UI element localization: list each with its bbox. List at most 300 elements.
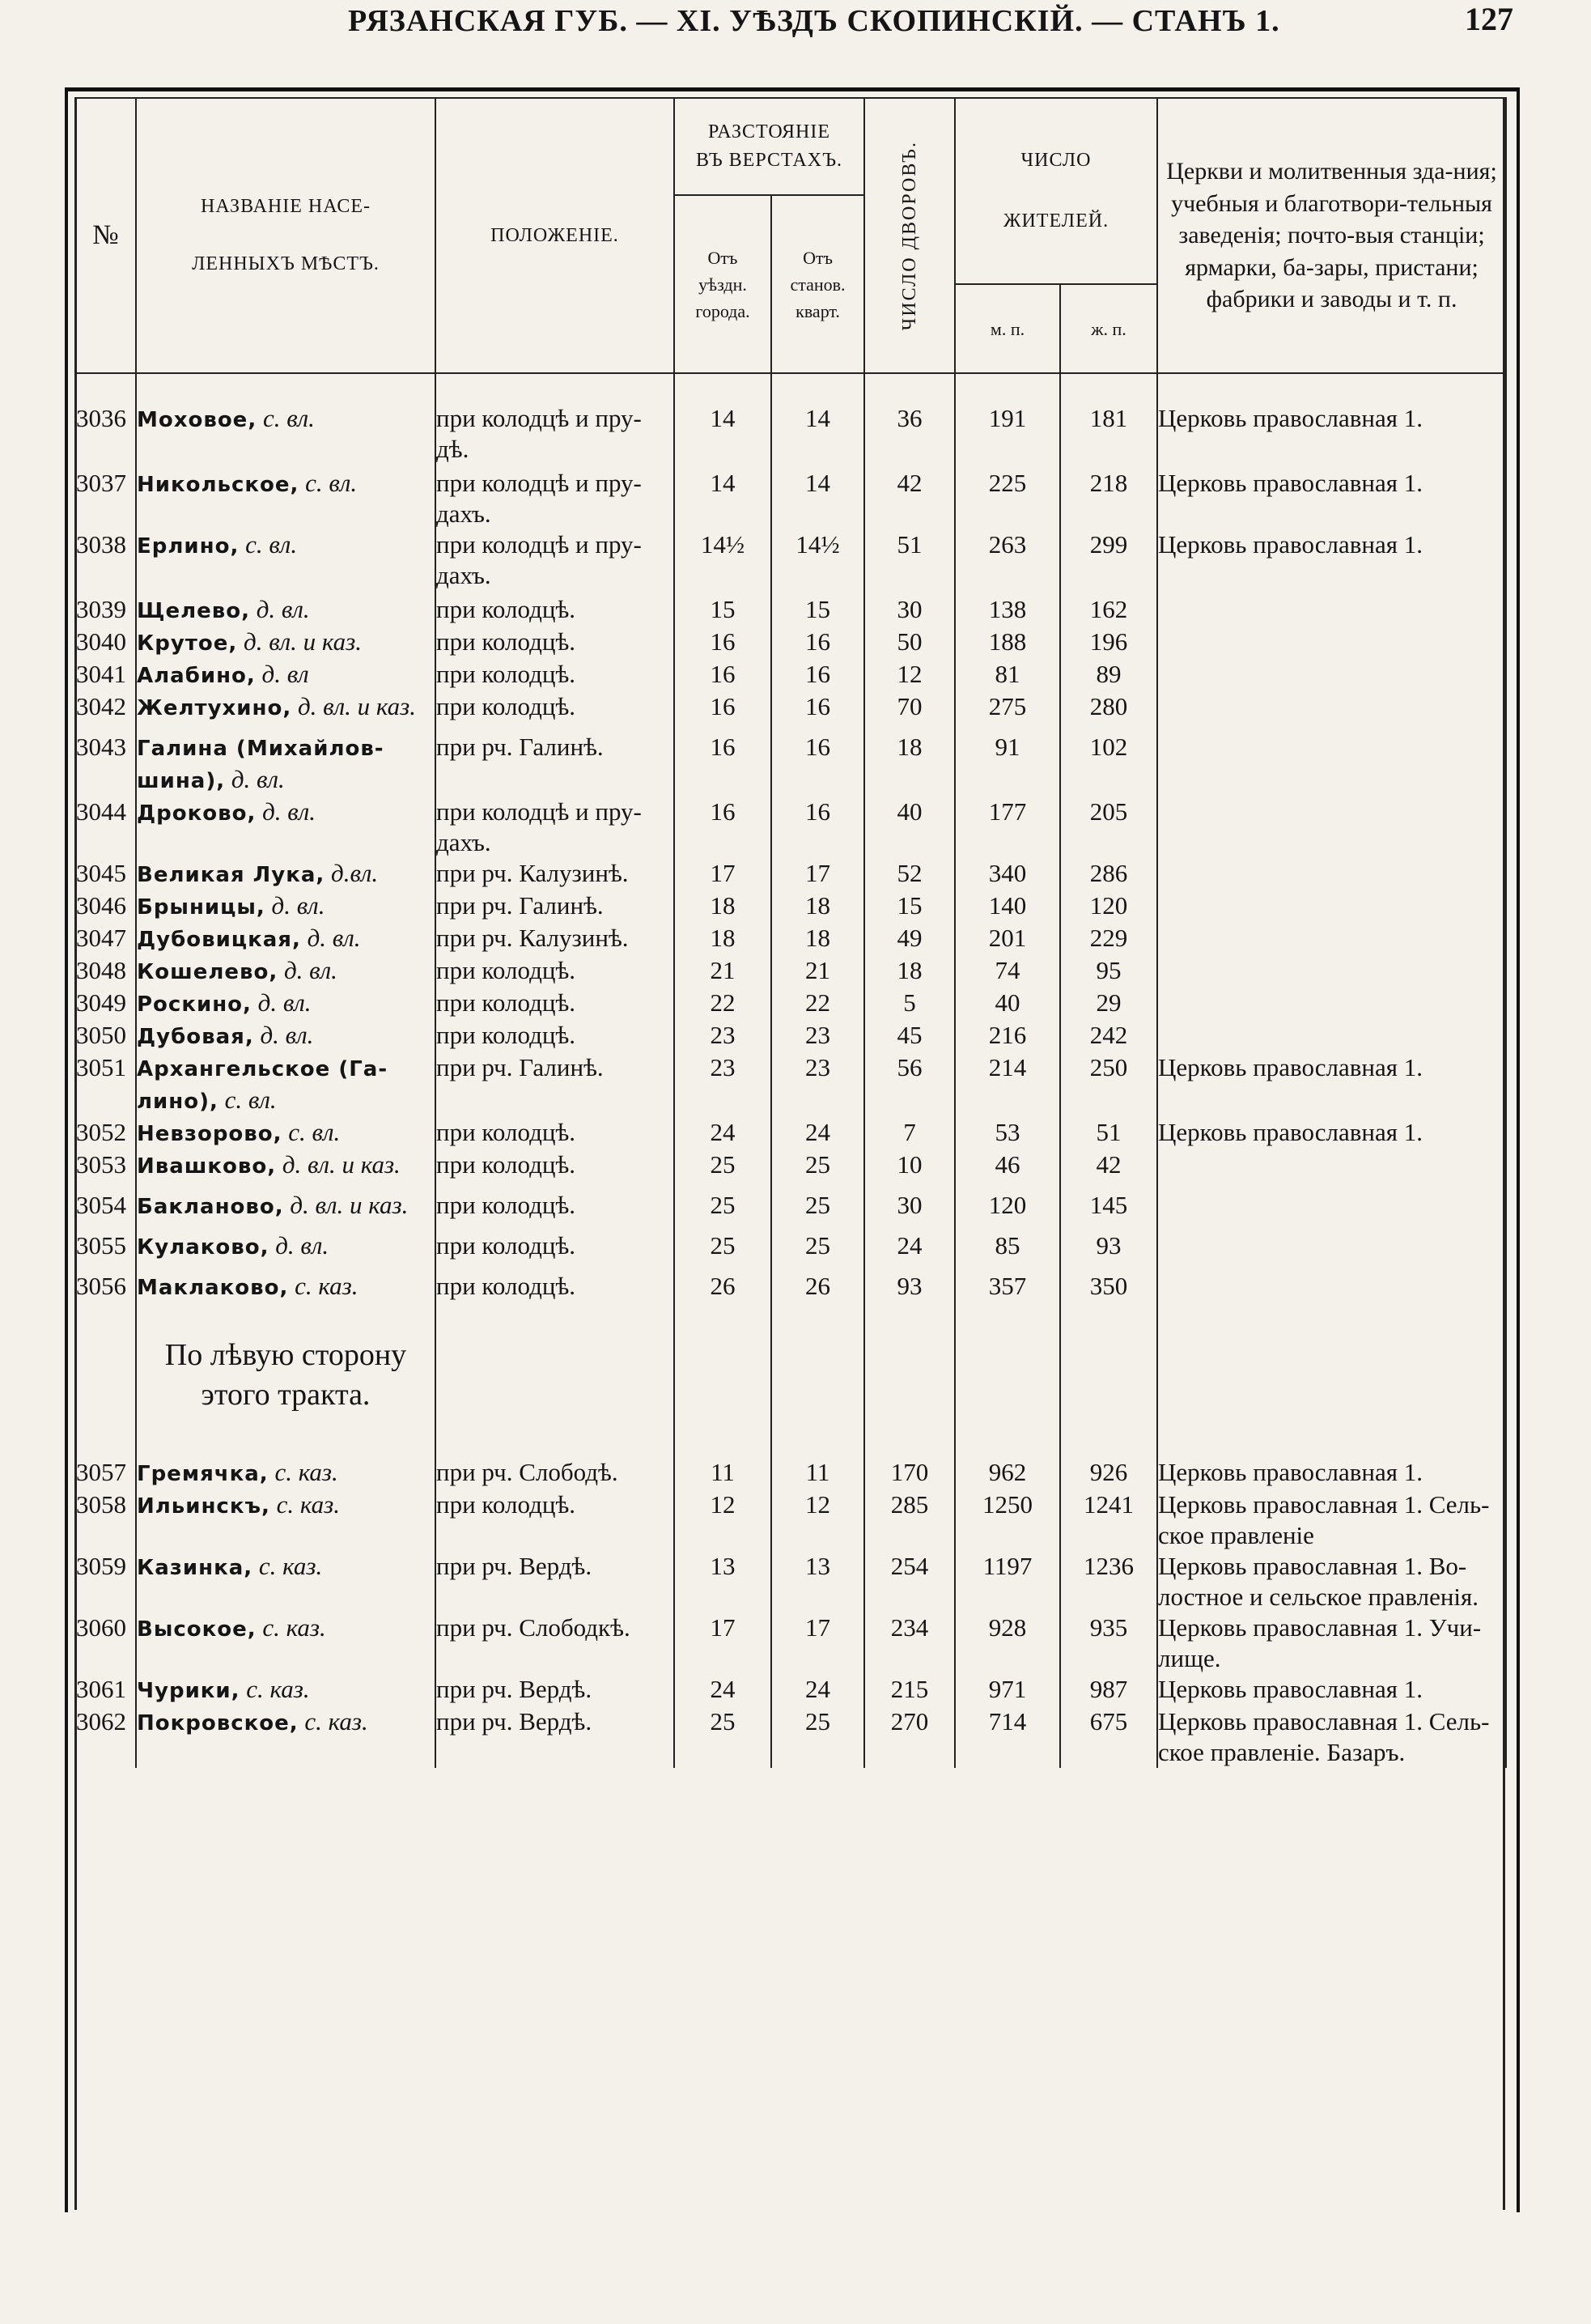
settlement-number: 3057 — [75, 1457, 136, 1489]
distance-from-town: 16 — [674, 659, 771, 691]
settlement-number: 3042 — [75, 691, 136, 732]
male-count: 201 — [955, 923, 1060, 955]
churches-note: Церковь православная 1. — [1157, 1052, 1506, 1117]
churches-note — [1157, 1020, 1506, 1052]
households-count: 270 — [864, 1706, 955, 1768]
distance-from-town: 16 — [674, 627, 771, 659]
col-position-header: ПОЛОЖЕНІЕ. — [435, 98, 674, 373]
settlement-number: 3050 — [75, 1020, 136, 1052]
female-count: 42 — [1060, 1149, 1157, 1190]
settlement-type: с. каз. — [304, 1707, 368, 1736]
distance-from-station: 17 — [771, 1612, 864, 1674]
empty-cell — [771, 1328, 864, 1457]
settlement-position: при рч. Галинѣ. — [435, 732, 674, 797]
col-from-town-header: Отъ уѣздн. города. — [674, 195, 771, 373]
settlement-name — [136, 1457, 435, 1489]
table-row — [75, 594, 1506, 627]
settlement-name — [136, 1489, 435, 1551]
male-count: 340 — [955, 858, 1060, 890]
table-header — [75, 98, 1506, 373]
distance-from-station: 14½ — [771, 529, 864, 594]
churches-note — [1157, 797, 1506, 858]
settlement-type: д. вл. — [260, 1021, 314, 1049]
table-row — [75, 1117, 1506, 1149]
settlement-position: при колодцѣ. — [435, 1117, 674, 1149]
churches-note: Церковь православная 1. Учи-лище. — [1157, 1612, 1506, 1674]
churches-note: Церковь православная 1. — [1157, 529, 1506, 594]
settlement-name — [136, 1149, 435, 1190]
female-count: 218 — [1060, 468, 1157, 529]
households-count: 285 — [864, 1489, 955, 1551]
male-count: 275 — [955, 691, 1060, 732]
settlement-name — [136, 1271, 435, 1328]
churches-note — [1157, 1149, 1506, 1190]
distance-from-station: 21 — [771, 955, 864, 988]
settlement-type: с. вл. — [245, 530, 298, 559]
empty-cell — [674, 1328, 771, 1457]
table-row — [75, 988, 1506, 1020]
settlement-type: д. вл. — [307, 924, 361, 952]
empty-cell — [1157, 1328, 1506, 1457]
settlement-name-text: Высокое, — [137, 1617, 257, 1642]
distance-from-town: 25 — [674, 1230, 771, 1271]
table-row — [75, 1457, 1506, 1489]
settlement-name — [136, 1020, 435, 1052]
settlement-type: с. вл. — [305, 469, 358, 497]
settlement-name — [136, 691, 435, 732]
distance-from-station: 23 — [771, 1052, 864, 1117]
settlement-name — [136, 797, 435, 858]
distance-from-town: 16 — [674, 732, 771, 797]
settlement-name — [136, 955, 435, 988]
settlement-type: с. каз. — [258, 1552, 323, 1580]
distance-from-town: 22 — [674, 988, 771, 1020]
table-row — [75, 890, 1506, 923]
distance-from-town: 26 — [674, 1271, 771, 1328]
settlement-name-text: Гремячка, — [137, 1462, 269, 1486]
households-count: 56 — [864, 1052, 955, 1117]
settlement-name-text: Невзорово, — [137, 1122, 282, 1146]
table-row — [75, 1706, 1506, 1768]
churches-note — [1157, 594, 1506, 627]
settlement-position: при рч. Вердѣ. — [435, 1551, 674, 1612]
households-count: 234 — [864, 1612, 955, 1674]
settlement-number: 3054 — [75, 1190, 136, 1230]
churches-note: Церковь православная 1. Сель-ское правленіе. Базаръ. — [1157, 1706, 1506, 1768]
settlement-number: 3052 — [75, 1117, 136, 1149]
female-count: 350 — [1060, 1271, 1157, 1328]
male-count: 120 — [955, 1190, 1060, 1230]
households-count: 170 — [864, 1457, 955, 1489]
settlement-type: д. вл — [261, 660, 309, 688]
settlement-type: д. вл. — [231, 765, 285, 793]
settlement-position: при колодцѣ. — [435, 1149, 674, 1190]
empty-cell — [1060, 1328, 1157, 1457]
col-households-header: ЧИСЛО ДВОРОВЪ. — [864, 98, 955, 373]
female-count: 987 — [1060, 1674, 1157, 1706]
female-count: 1236 — [1060, 1551, 1157, 1612]
households-count: 24 — [864, 1230, 955, 1271]
distance-from-town: 21 — [674, 955, 771, 988]
distance-from-station: 25 — [771, 1190, 864, 1230]
male-count: 714 — [955, 1706, 1060, 1768]
page-header — [0, 0, 1591, 74]
female-count: 229 — [1060, 923, 1157, 955]
male-count: 40 — [955, 988, 1060, 1020]
settlement-number: 3043 — [75, 732, 136, 797]
male-count: 263 — [955, 529, 1060, 594]
households-count: 15 — [864, 890, 955, 923]
page-number: 127 — [1465, 1, 1513, 37]
households-count: 30 — [864, 594, 955, 627]
col-from-station-header: Отъ станов. кварт. — [771, 195, 864, 373]
households-count: 30 — [864, 1190, 955, 1230]
settlement-name-text: Ильинскъ, — [137, 1494, 270, 1519]
female-count: 120 — [1060, 890, 1157, 923]
male-count: 91 — [955, 732, 1060, 797]
female-count: 205 — [1060, 797, 1157, 858]
settlement-position: при рч. Калузинѣ. — [435, 858, 674, 890]
table-row — [75, 403, 1506, 468]
male-count: 81 — [955, 659, 1060, 691]
settlement-position: при колодцѣ. — [435, 1190, 674, 1230]
settlement-name — [136, 627, 435, 659]
distance-from-station: 18 — [771, 890, 864, 923]
settlement-name-text: Галина (Михайлов-шина), — [137, 737, 384, 793]
distance-from-station: 18 — [771, 923, 864, 955]
empty-cell — [955, 1328, 1060, 1457]
female-count: 935 — [1060, 1612, 1157, 1674]
settlement-type: д. вл. — [271, 891, 325, 920]
settlement-type: д. вл. и каз. — [297, 692, 416, 720]
settlement-type: д. вл. — [262, 797, 316, 826]
distance-from-station: 16 — [771, 627, 864, 659]
settlement-type: д. вл. и каз. — [244, 627, 362, 656]
settlement-type: д.вл. — [331, 859, 379, 887]
settlement-name — [136, 659, 435, 691]
settlement-name — [136, 1612, 435, 1674]
section-heading-text: По лѣвую сторону этого тракта. — [164, 1338, 407, 1413]
settlement-position: при колодцѣ. — [435, 1230, 674, 1271]
settlement-name-text: Роскино, — [137, 992, 252, 1017]
settlement-number: 3051 — [75, 1052, 136, 1117]
distance-from-town: 11 — [674, 1457, 771, 1489]
churches-note: Церковь православная 1. — [1157, 403, 1506, 468]
distance-from-town: 17 — [674, 858, 771, 890]
settlement-name-text: Бакланово, — [137, 1195, 284, 1219]
table-row — [75, 1190, 1506, 1230]
distance-from-town: 25 — [674, 1149, 771, 1190]
female-count: 102 — [1060, 732, 1157, 797]
settlement-position: при колодцѣ и пру-дахъ. — [435, 797, 674, 858]
distance-from-station: 25 — [771, 1706, 864, 1768]
col-distance-header: РАЗСТОЯНІЕ ВЪ ВЕРСТАХЪ. — [674, 98, 864, 195]
churches-note — [1157, 1271, 1506, 1328]
female-count: 926 — [1060, 1457, 1157, 1489]
settlement-position: при колодцѣ и пру-дахъ. — [435, 468, 674, 529]
male-count: 74 — [955, 955, 1060, 988]
distance-from-town: 24 — [674, 1117, 771, 1149]
col-inhabitants-header: ЧИСЛО ЖИТЕЛЕЙ. — [955, 98, 1157, 284]
settlement-number: 3039 — [75, 594, 136, 627]
settlement-name-text: Дроково, — [137, 801, 257, 826]
churches-note — [1157, 1190, 1506, 1230]
settlement-position: при рч. Вердѣ. — [435, 1706, 674, 1768]
table-row — [75, 691, 1506, 732]
households-count: 42 — [864, 468, 955, 529]
female-count: 675 — [1060, 1706, 1157, 1768]
distance-from-town: 14 — [674, 468, 771, 529]
settlement-name-text: Желтухино, — [137, 696, 292, 720]
table-row — [75, 955, 1506, 988]
distance-from-station: 26 — [771, 1271, 864, 1328]
female-count: 29 — [1060, 988, 1157, 1020]
table-row — [75, 659, 1506, 691]
churches-note — [1157, 988, 1506, 1020]
distance-from-town: 24 — [674, 1674, 771, 1706]
settlement-number: 3053 — [75, 1149, 136, 1190]
settlement-name-text: Архангельское (Га-лино), — [137, 1057, 388, 1114]
settlements-table — [74, 97, 1507, 1768]
col-number-header: № — [75, 98, 136, 373]
settlement-position: при колодцѣ и пру-дахъ. — [435, 529, 674, 594]
distance-from-town: 18 — [674, 923, 771, 955]
households-count: 49 — [864, 923, 955, 955]
settlement-number: 3046 — [75, 890, 136, 923]
settlement-name-text: Никольское, — [137, 473, 299, 497]
churches-note: Церковь православная 1. — [1157, 468, 1506, 529]
section-heading-row — [75, 1328, 1506, 1457]
settlement-number: 3062 — [75, 1706, 136, 1768]
distance-from-station: 11 — [771, 1457, 864, 1489]
table-row — [75, 1612, 1506, 1674]
distance-from-station: 25 — [771, 1230, 864, 1271]
settlement-name-text: Моховое, — [137, 408, 257, 432]
churches-note: Церковь православная 1. — [1157, 1674, 1506, 1706]
settlement-type: с. вл. — [288, 1118, 341, 1146]
settlement-name — [136, 988, 435, 1020]
churches-note: Церковь православная 1. Сель-ское правленіе — [1157, 1489, 1506, 1551]
settlement-name — [136, 594, 435, 627]
settlement-name — [136, 1117, 435, 1149]
male-count: 214 — [955, 1052, 1060, 1117]
distance-from-station: 22 — [771, 988, 864, 1020]
settlement-position: при колодцѣ. — [435, 594, 674, 627]
settlement-name-text: Ивашково, — [137, 1154, 277, 1179]
male-count: 928 — [955, 1612, 1060, 1674]
settlement-position: при колодцѣ. — [435, 659, 674, 691]
distance-from-station: 14 — [771, 468, 864, 529]
header-spacer — [75, 373, 1506, 403]
households-count: 18 — [864, 732, 955, 797]
table-row — [75, 923, 1506, 955]
female-count: 51 — [1060, 1117, 1157, 1149]
male-count: 1250 — [955, 1489, 1060, 1551]
table-row — [75, 468, 1506, 529]
churches-note — [1157, 691, 1506, 732]
table-row — [75, 1674, 1506, 1706]
settlement-name-text: Крутое, — [137, 631, 238, 656]
female-count: 93 — [1060, 1230, 1157, 1271]
male-count: 177 — [955, 797, 1060, 858]
settlement-type: с. каз. — [274, 1458, 338, 1486]
table-row — [75, 1052, 1506, 1117]
distance-from-station: 16 — [771, 691, 864, 732]
settlement-type: д. вл. — [283, 956, 337, 984]
section-heading — [136, 1328, 435, 1457]
table-row — [75, 1271, 1506, 1328]
distance-from-station: 25 — [771, 1149, 864, 1190]
households-count: 5 — [864, 988, 955, 1020]
table-body — [75, 373, 1506, 1768]
distance-from-station: 24 — [771, 1674, 864, 1706]
distance-from-town: 13 — [674, 1551, 771, 1612]
page-title: РЯЗАНСКАЯ ГУБ. — XI. УѢЗДЪ СКОПИНСКІЙ. — СТАНЪ 1. — [348, 4, 1280, 38]
settlement-name-text: Щелево, — [137, 599, 250, 623]
settlement-number: 3061 — [75, 1674, 136, 1706]
table-row — [75, 529, 1506, 594]
distance-from-town: 23 — [674, 1020, 771, 1052]
settlement-number: 3040 — [75, 627, 136, 659]
settlement-type: д. вл. — [257, 988, 312, 1017]
female-count: 1241 — [1060, 1489, 1157, 1551]
distance-from-station: 13 — [771, 1551, 864, 1612]
distance-from-station: 12 — [771, 1489, 864, 1551]
table-row — [75, 797, 1506, 858]
settlement-position: при рч. Калузинѣ. — [435, 923, 674, 955]
male-count: 225 — [955, 468, 1060, 529]
settlement-name — [136, 858, 435, 890]
settlement-number: 3060 — [75, 1612, 136, 1674]
churches-note — [1157, 923, 1506, 955]
male-count: 1197 — [955, 1551, 1060, 1612]
settlement-name-text: Кулаково, — [137, 1235, 269, 1260]
settlement-position: при рч. Слободѣ. — [435, 1457, 674, 1489]
settlement-name-text: Ерлино, — [137, 534, 240, 559]
male-count: 357 — [955, 1271, 1060, 1328]
settlement-number: 3049 — [75, 988, 136, 1020]
settlement-type: д. вл. — [275, 1231, 329, 1260]
households-count: 52 — [864, 858, 955, 890]
settlement-type: д. вл. и каз. — [282, 1150, 401, 1179]
households-count: 40 — [864, 797, 955, 858]
settlement-number: 3058 — [75, 1489, 136, 1551]
male-count: 216 — [955, 1020, 1060, 1052]
table-row — [75, 1149, 1506, 1190]
households-count: 45 — [864, 1020, 955, 1052]
settlement-position: при рч. Слободкѣ. — [435, 1612, 674, 1674]
settlement-name-text: Маклаково, — [137, 1276, 289, 1300]
settlement-name — [136, 468, 435, 529]
settlement-position: при рч. Галинѣ. — [435, 1052, 674, 1117]
settlement-name — [136, 529, 435, 594]
settlement-name — [136, 1706, 435, 1768]
settlement-position: при колодцѣ. — [435, 1489, 674, 1551]
female-count: 286 — [1060, 858, 1157, 890]
col-female-header: ж. п. — [1060, 284, 1157, 373]
settlement-name-text: Великая Лука, — [137, 863, 325, 887]
distance-from-town: 14 — [674, 403, 771, 468]
settlement-name-text: Алабино, — [137, 664, 256, 688]
households-count: 7 — [864, 1117, 955, 1149]
settlement-position: при колодцѣ. — [435, 988, 674, 1020]
male-count: 53 — [955, 1117, 1060, 1149]
female-count: 196 — [1060, 627, 1157, 659]
male-count: 191 — [955, 403, 1060, 468]
settlement-type: с. вл. — [262, 404, 315, 432]
settlement-position: при рч. Вердѣ. — [435, 1674, 674, 1706]
settlement-number: 3044 — [75, 797, 136, 858]
settlement-name — [136, 923, 435, 955]
distance-from-town: 16 — [674, 691, 771, 732]
distance-from-town: 17 — [674, 1612, 771, 1674]
distance-from-station: 16 — [771, 797, 864, 858]
settlement-type: д. вл. и каз. — [290, 1191, 409, 1219]
settlement-type: с. вл. — [224, 1086, 277, 1114]
settlement-name — [136, 1551, 435, 1612]
settlement-position: при колодцѣ. — [435, 691, 674, 732]
table-row — [75, 1551, 1506, 1612]
col-name-header: НАЗВАНІЕ НАСЕ- ЛЕННЫХЪ МѢСТЪ. — [136, 98, 435, 373]
settlement-name-text: Покровское, — [137, 1711, 299, 1736]
distance-from-town: 25 — [674, 1706, 771, 1768]
settlement-name — [136, 732, 435, 797]
settlement-position: при колодцѣ. — [435, 627, 674, 659]
col-churches-header: Церкви и молитвенныя зда-ния; учебныя и благотвори-тельныя заведенія; почто-выя станціи; ярмарки, ба-зары, пристани; фабрики и заводы и т. п. — [1157, 98, 1506, 373]
male-count: 962 — [955, 1457, 1060, 1489]
distance-from-station: 24 — [771, 1117, 864, 1149]
settlement-number: 3045 — [75, 858, 136, 890]
households-count: 93 — [864, 1271, 955, 1328]
female-count: 242 — [1060, 1020, 1157, 1052]
settlement-number: 3047 — [75, 923, 136, 955]
settlement-name-text: Кошелево, — [137, 960, 278, 984]
distance-from-town: 18 — [674, 890, 771, 923]
settlement-name-text: Дубовицкая, — [137, 928, 301, 952]
settlement-number: 3037 — [75, 468, 136, 529]
table-row — [75, 1020, 1506, 1052]
households-count: 50 — [864, 627, 955, 659]
distance-from-town: 16 — [674, 797, 771, 858]
settlement-name-text: Чурики, — [137, 1679, 240, 1703]
households-count: 36 — [864, 403, 955, 468]
households-count: 215 — [864, 1674, 955, 1706]
distance-from-station: 14 — [771, 403, 864, 468]
empty-cell — [75, 1328, 136, 1457]
settlement-position: при колодцѣ и пру-дѣ. — [435, 403, 674, 468]
female-count: 280 — [1060, 691, 1157, 732]
settlement-number: 3038 — [75, 529, 136, 594]
settlement-name — [136, 1052, 435, 1117]
female-count: 95 — [1060, 955, 1157, 988]
households-count: 12 — [864, 659, 955, 691]
settlement-type: с. каз. — [246, 1675, 310, 1703]
settlement-name-text: Брыницы, — [137, 895, 265, 920]
settlement-type: с. каз. — [276, 1490, 340, 1519]
churches-note: Церковь православная 1. — [1157, 1117, 1506, 1149]
female-count: 181 — [1060, 403, 1157, 468]
settlement-name — [136, 1230, 435, 1271]
settlement-position: при рч. Галинѣ. — [435, 890, 674, 923]
households-count: 254 — [864, 1551, 955, 1612]
churches-note — [1157, 890, 1506, 923]
female-count: 299 — [1060, 529, 1157, 594]
distance-from-town: 25 — [674, 1190, 771, 1230]
male-count: 971 — [955, 1674, 1060, 1706]
churches-note — [1157, 1230, 1506, 1271]
distance-from-station: 15 — [771, 594, 864, 627]
churches-note: Церковь православная 1. Во-лостное и сельское правленія. — [1157, 1551, 1506, 1612]
